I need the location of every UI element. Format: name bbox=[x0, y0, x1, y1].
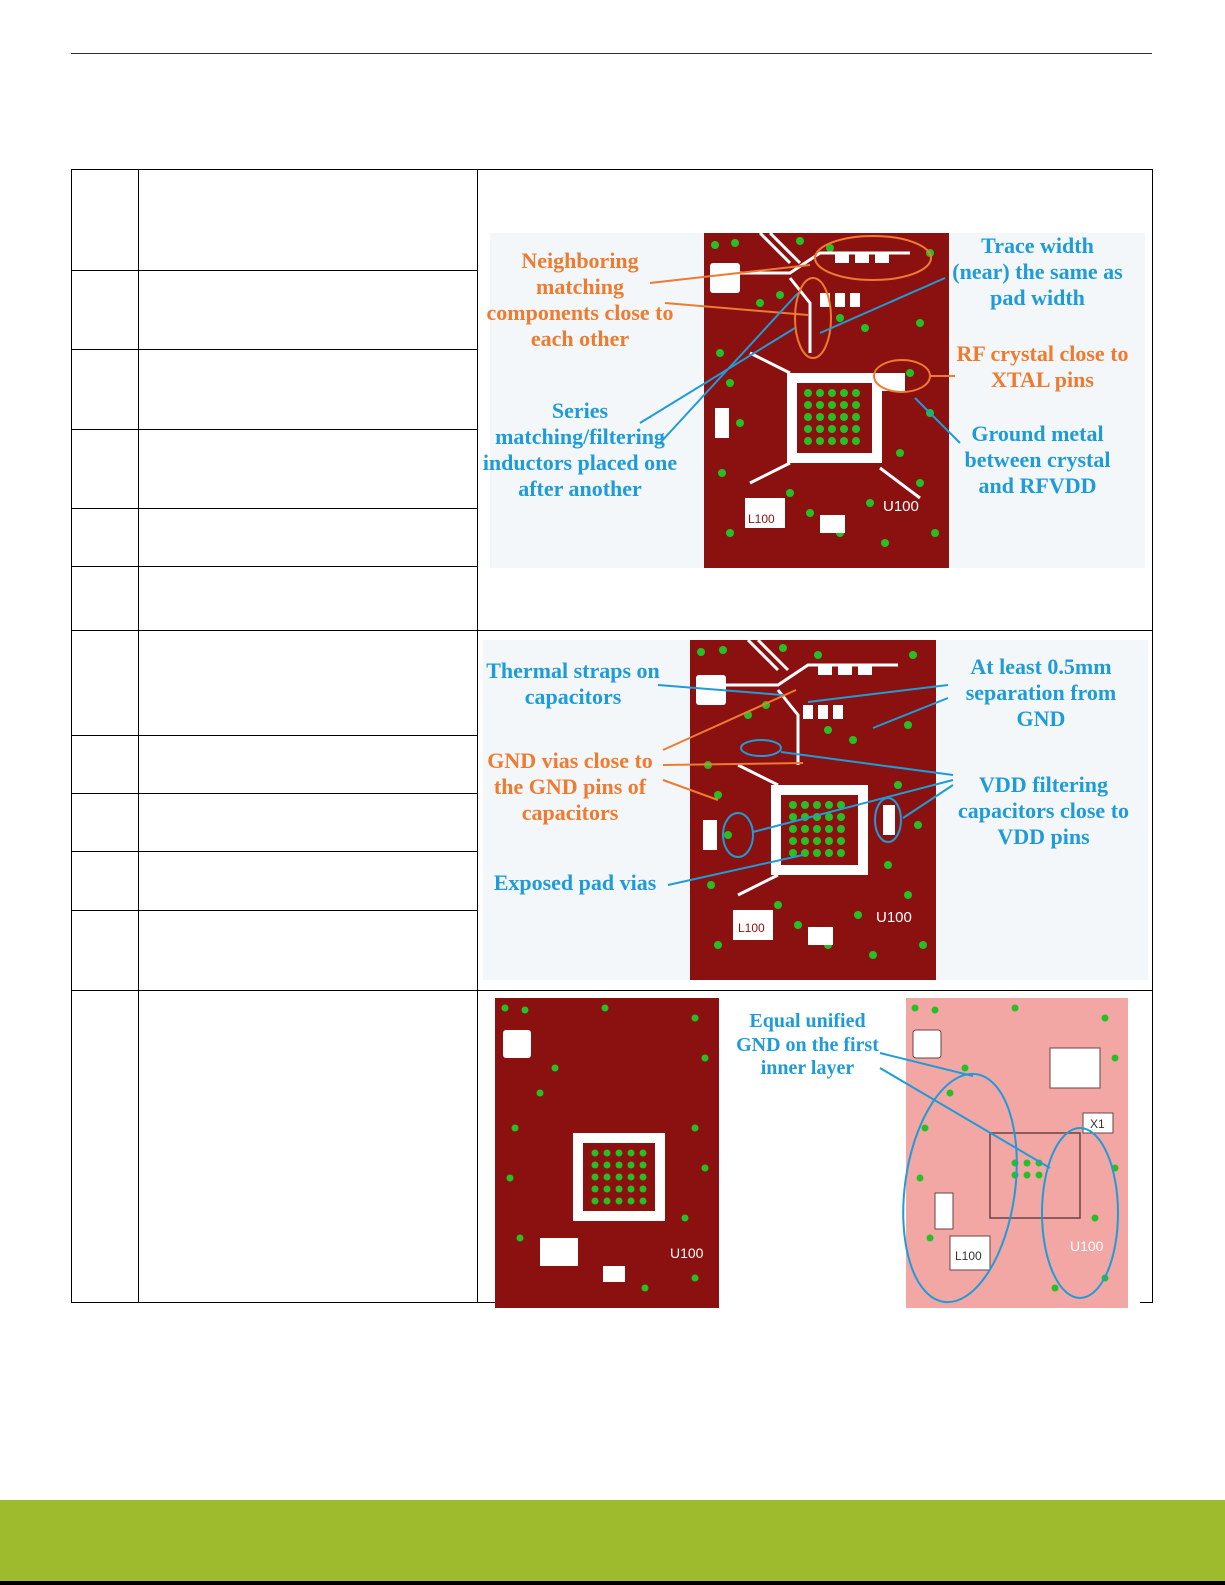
figure-2-decoupling-layout bbox=[483, 640, 1148, 980]
row-1-text bbox=[139, 170, 477, 270]
separation-annotation: At least 0.5mm separation from GND bbox=[965, 654, 1117, 731]
chip-label-3a: U100 bbox=[670, 1245, 704, 1261]
inductor-label: L100 bbox=[748, 512, 775, 526]
equal-gnd-annotation: Equal unified GND on the first inner layer bbox=[736, 1010, 879, 1080]
inductor-label-2: L100 bbox=[738, 921, 765, 935]
ground-metal-annotation: Ground metal between crystal and RFVDD bbox=[964, 421, 1111, 498]
rf-crystal-annotation: RF crystal close to XTAL pins bbox=[956, 341, 1129, 392]
footer-rule bbox=[0, 1581, 1225, 1585]
figure-3-ground-plane bbox=[495, 998, 1140, 1308]
chip-label: U100 bbox=[883, 498, 919, 515]
row-1-number bbox=[72, 170, 138, 270]
header-rule bbox=[71, 53, 1152, 54]
trace-width-annotation: Trace width (near) the same as pad width bbox=[952, 233, 1123, 310]
neighboring-annotation: Neighboring matching components close to each other bbox=[486, 248, 674, 351]
chip-label-2: U100 bbox=[876, 909, 912, 926]
vdd-filter-annotation: VDD filtering capacitors close to VDD pins bbox=[957, 772, 1130, 849]
footer-bar bbox=[0, 1500, 1225, 1585]
figure-1-rf-layout bbox=[482, 233, 1145, 568]
series-annotation: Series matching/filtering inductors placed one after another bbox=[482, 398, 678, 501]
thermal-annotation: Thermal straps on capacitors bbox=[486, 658, 660, 709]
chip-label-3b: U100 bbox=[1070, 1238, 1104, 1254]
exposed-pad-annotation: Exposed pad vias bbox=[493, 870, 657, 895]
inductor-label-3: L100 bbox=[955, 1249, 982, 1263]
gnd-vias-annotation: GND vias close to the GND pins of capacitors bbox=[487, 748, 653, 825]
x1-label: X1 bbox=[1090, 1117, 1105, 1131]
